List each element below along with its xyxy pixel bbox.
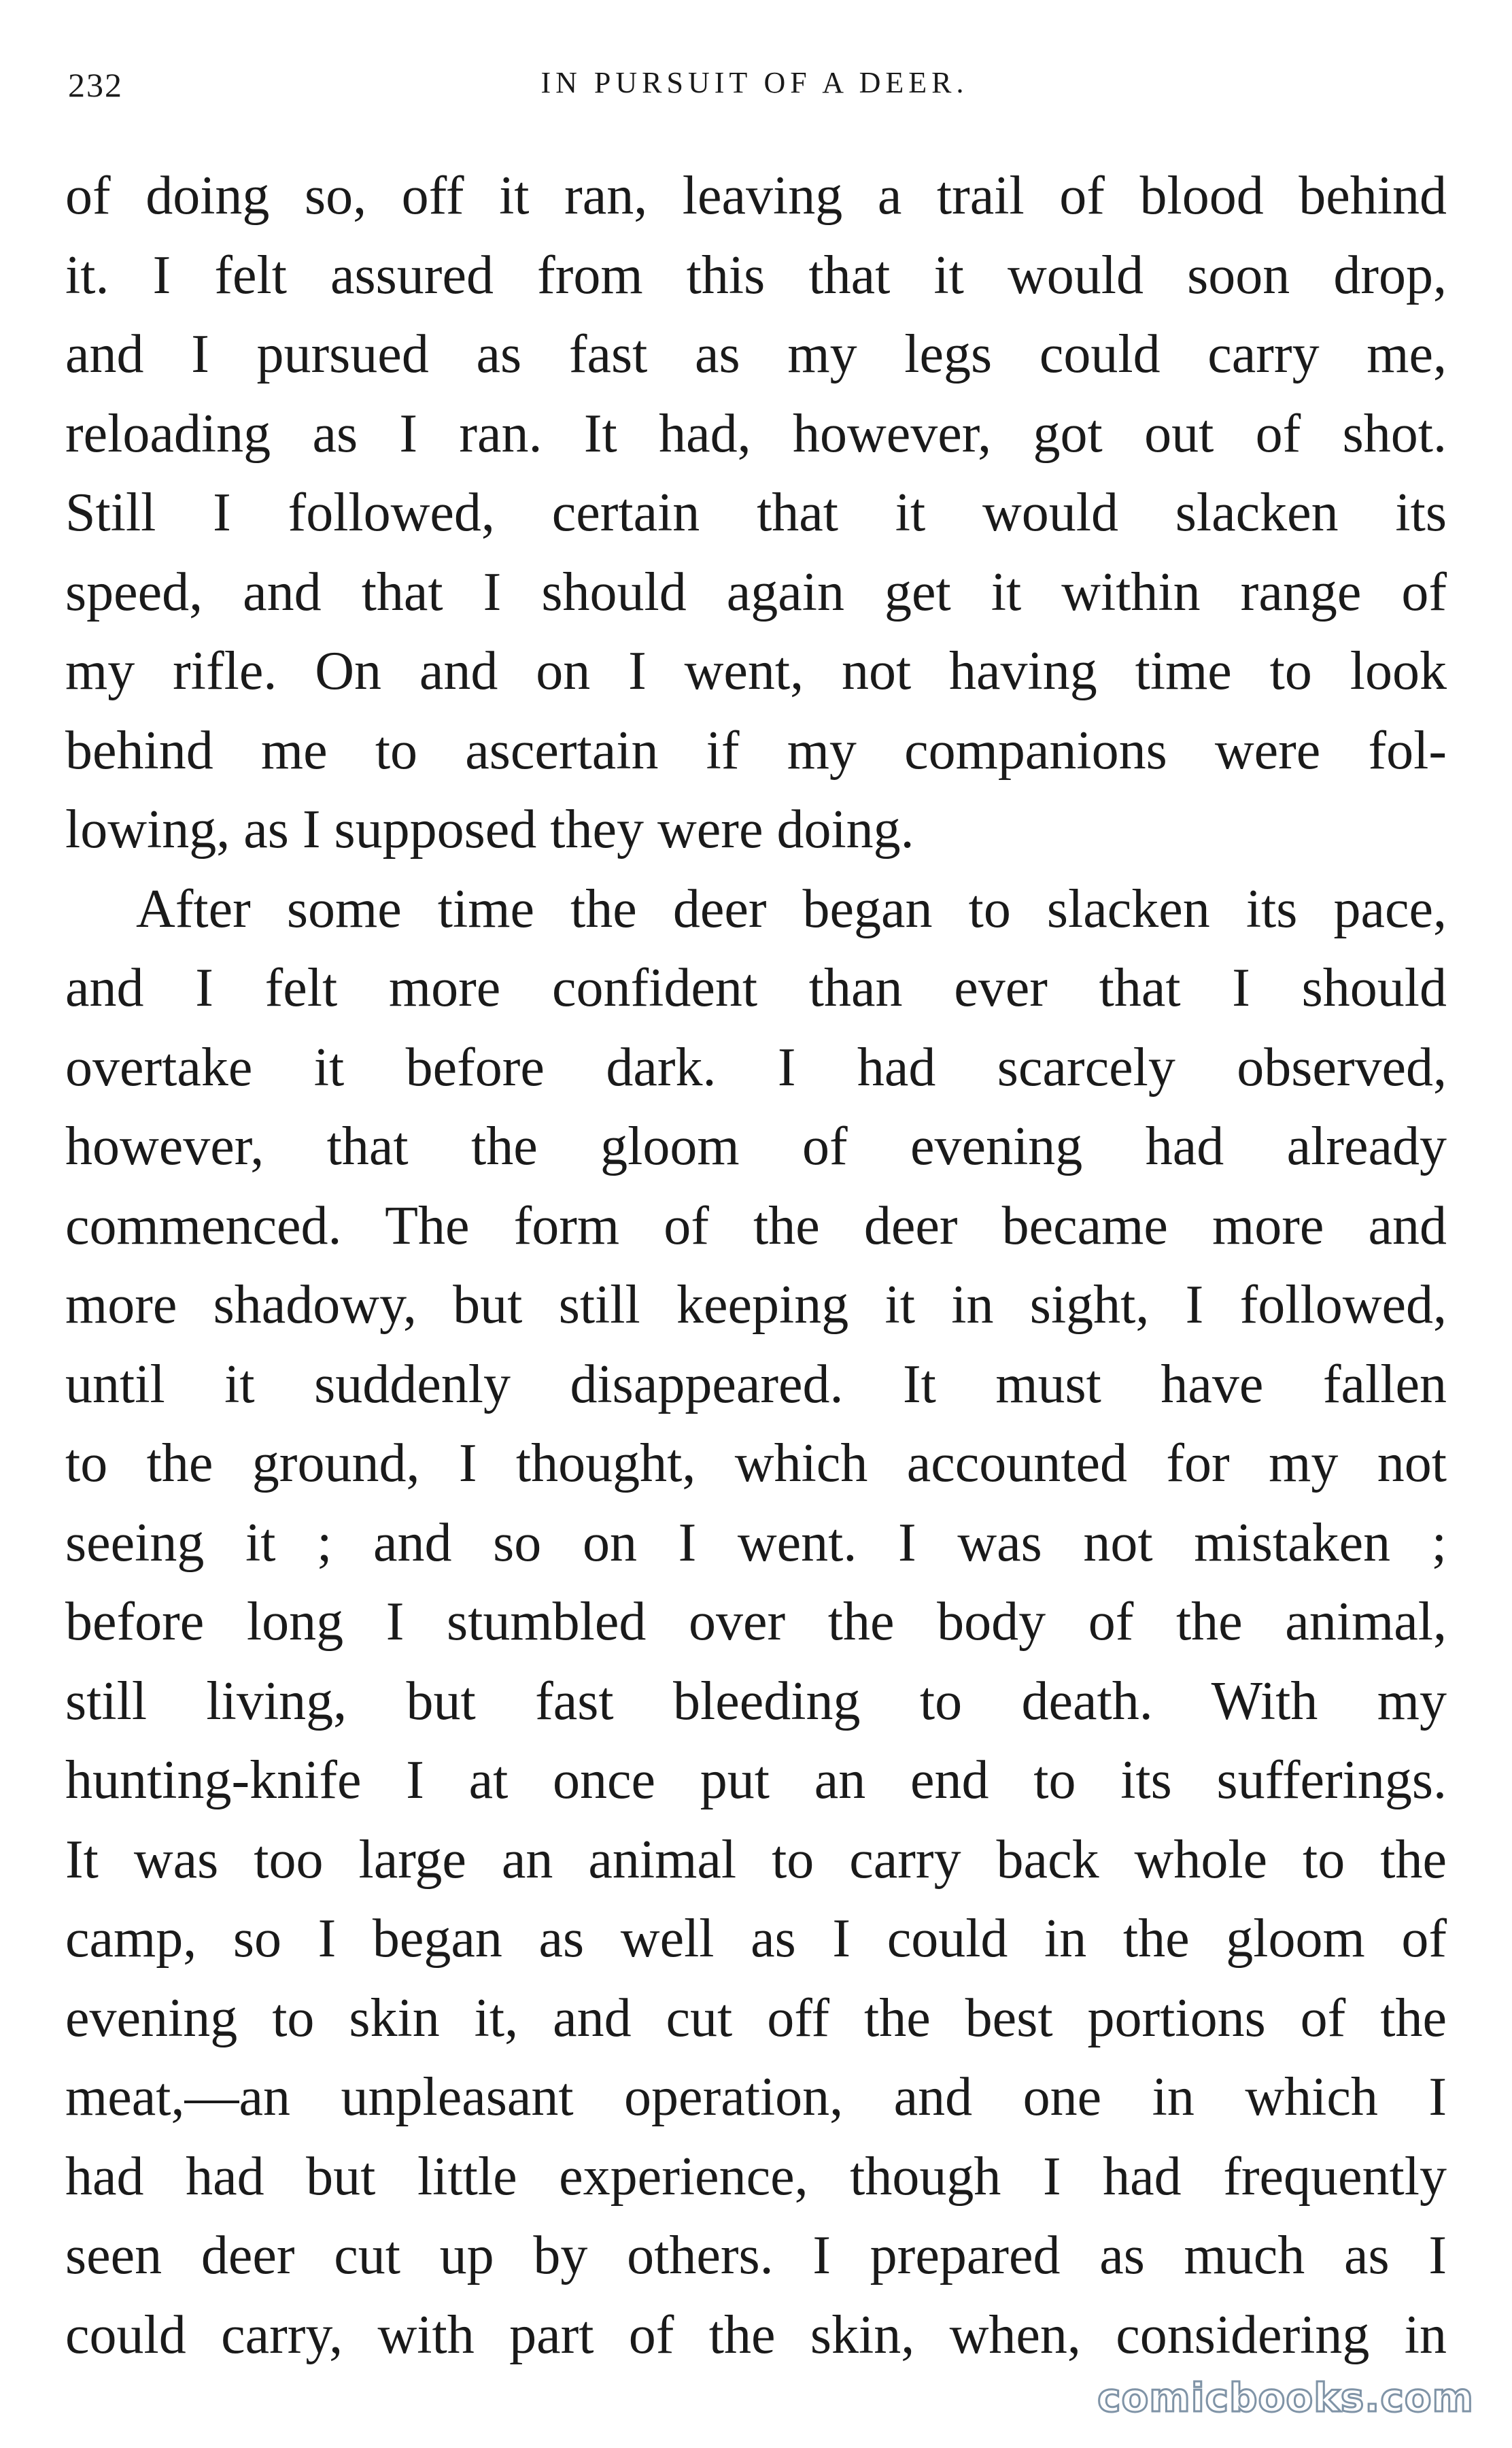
text-line: After some time the deer began to slacken its pace,: [136, 879, 1447, 939]
text-line: however, that the gloom of evening had already: [65, 1117, 1447, 1176]
text-line: and I pursued as fast as my legs could carry me,: [65, 324, 1447, 384]
running-title: IN PURSUIT OF A DEER.: [540, 66, 969, 99]
text-line: camp, so I began as well as I could in the gloom of: [65, 1909, 1447, 1969]
paragraph: [65, 156, 1447, 870]
text-line: Still I followed, certain that it would slacken its: [65, 483, 1447, 543]
text-line: my rifle. On and on I went, not having time to look: [65, 641, 1447, 701]
page-number: 232: [68, 66, 123, 104]
text-line: seen deer cut up by others. I prepared as much as I: [65, 2226, 1447, 2285]
text-line: evening to skin it, and cut off the best portions of the: [65, 1988, 1447, 2048]
text-line: meat,—an unpleasant operation, and one in which I: [65, 2067, 1447, 2127]
text-line: had had but little experience, though I had frequently: [65, 2146, 1447, 2207]
text-line: could carry, with part of the skin, when, considering in: [65, 2305, 1447, 2365]
text-line: before long I stumbled over the body of the animal,: [65, 1592, 1447, 1652]
running-head: [68, 65, 1441, 113]
text-line: of doing so, off it ran, leaving a trail of blood behind: [65, 166, 1447, 226]
text-line: still living, but fast bleeding to death. With my: [65, 1671, 1447, 1731]
text-line: until it suddenly disappeared. It must have fallen: [65, 1354, 1447, 1414]
text-line: overtake it before dark. I had scarcely observed,: [65, 1037, 1447, 1098]
body-text: [65, 156, 1447, 2375]
text-line: commenced. The form of the deer became more and: [65, 1195, 1447, 1256]
text-line: to the ground, I thought, which accounted for my not: [65, 1433, 1447, 1493]
text-line: speed, and that I should again get it within range of: [65, 562, 1447, 622]
text-line: it. I felt assured from this that it would soon drop,: [65, 245, 1447, 305]
text-line: It was too large an animal to carry back whole to the: [65, 1829, 1447, 1890]
text-line: behind me to ascertain if my companions were fol-: [65, 720, 1447, 781]
watermark-logo: comicbooks.com: [1097, 2375, 1474, 2421]
text-line: and I felt more confident than ever that I should: [65, 958, 1447, 1018]
paragraph: [65, 870, 1447, 2375]
text-line: more shadowy, but still keeping it in sight, I followed,: [65, 1275, 1447, 1335]
text-line: hunting-knife I at once put an end to its sufferings.: [65, 1750, 1447, 1810]
text-line: seeing it ; and so on I went. I was not mistaken ;: [65, 1512, 1447, 1573]
text-line: reloading as I ran. It had, however, got out of shot.: [65, 403, 1447, 464]
text-line: lowing, as I supposed they were doing.: [65, 800, 914, 860]
